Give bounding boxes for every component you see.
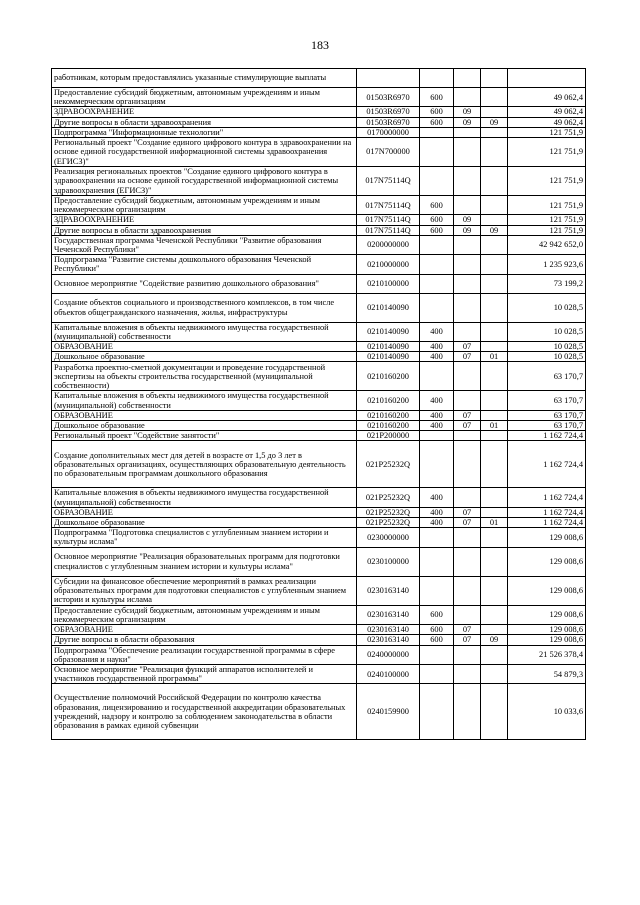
amount: 129 008,6 [508, 605, 586, 624]
section-code [454, 167, 481, 196]
target-article-code: 0230000000 [357, 528, 420, 547]
amount: 54 879,3 [508, 664, 586, 683]
expense-type-code [420, 684, 454, 740]
expense-type-code: 600 [420, 117, 454, 127]
target-article-code: 021P200000 [357, 431, 420, 441]
row-name: Капитальные вложения в объекты недвижимого имущества государственной (муниципальной) собственности [52, 488, 357, 507]
table-row [52, 107, 586, 117]
table-row [52, 431, 586, 441]
target-article-code: 0230163140 [357, 625, 420, 635]
section-code [454, 88, 481, 107]
subsection-code [481, 255, 508, 274]
row-name: Создание объектов социального и производственного комплексов, в том числе объектов общегражданского назначения, жилья, инфраструктуры [52, 293, 357, 322]
table-row [52, 421, 586, 431]
target-article-code: 01503R6970 [357, 107, 420, 117]
row-name: Подпрограмма "Обеспечение реализации государственной программы в сфере образования и науки" [52, 645, 357, 664]
table-row [52, 635, 586, 645]
row-name: Дошкольное образование [52, 352, 357, 362]
target-article-code: 0210100000 [357, 274, 420, 293]
section-code: 07 [454, 352, 481, 362]
table-row [52, 391, 586, 410]
expense-type-code [420, 138, 454, 167]
section-code: 07 [454, 342, 481, 352]
expense-type-code: 600 [420, 215, 454, 225]
expense-type-code: 400 [420, 421, 454, 431]
expense-type-code [420, 255, 454, 274]
subsection-code [481, 410, 508, 420]
subsection-code: 09 [481, 225, 508, 235]
amount: 1 235 923,6 [508, 255, 586, 274]
expense-type-code: 400 [420, 391, 454, 410]
target-article-code: 021P25232Q [357, 488, 420, 507]
target-article-code: 0210160200 [357, 410, 420, 420]
row-name: Капитальные вложения в объекты недвижимого имущества государственной (муниципальной) собственности [52, 391, 357, 410]
row-name: Дошкольное образование [52, 421, 357, 431]
table-row [52, 322, 586, 341]
amount: 1 162 724,4 [508, 507, 586, 517]
table-row [52, 225, 586, 235]
subsection-code [481, 684, 508, 740]
budget-table-body [52, 69, 586, 740]
row-name: работникам, которым предоставлялись указанные стимулирующие выплаты [52, 69, 357, 88]
subsection-code: 01 [481, 518, 508, 528]
expense-type-code: 400 [420, 507, 454, 517]
target-article-code: 0210160200 [357, 362, 420, 391]
subsection-code [481, 605, 508, 624]
section-code [454, 293, 481, 322]
section-code [454, 362, 481, 391]
section-code [454, 605, 481, 624]
table-row [52, 274, 586, 293]
row-name: Другие вопросы в области образования [52, 635, 357, 645]
target-article-code: 021P25232Q [357, 507, 420, 517]
table-row [52, 507, 586, 517]
subsection-code: 09 [481, 635, 508, 645]
row-name: Подпрограмма "Информационные технологии" [52, 127, 357, 137]
expense-type-code: 600 [420, 225, 454, 235]
subsection-code [481, 69, 508, 88]
table-row [52, 488, 586, 507]
subsection-code [481, 488, 508, 507]
amount: 63 170,7 [508, 362, 586, 391]
table-row [52, 352, 586, 362]
table-row [52, 625, 586, 635]
target-article-code: 0210140090 [357, 352, 420, 362]
target-article-code: 0240100000 [357, 664, 420, 683]
table-row [52, 215, 586, 225]
amount: 1 162 724,4 [508, 518, 586, 528]
section-code [454, 684, 481, 740]
section-code [454, 576, 481, 605]
subsection-code [481, 107, 508, 117]
expense-type-code [420, 69, 454, 88]
section-code [454, 664, 481, 683]
row-name: Дошкольное образование [52, 518, 357, 528]
amount: 73 199,2 [508, 274, 586, 293]
table-row [52, 605, 586, 624]
table-row [52, 684, 586, 740]
table-row [52, 362, 586, 391]
table-row [52, 138, 586, 167]
expense-type-code [420, 235, 454, 254]
target-article-code: 017N75114Q [357, 196, 420, 215]
expense-type-code: 600 [420, 107, 454, 117]
row-name: Реализация региональных проектов "Создание единого цифрового контура в здравоохранении на основе единой государственной информационной системы здравоохранения (ЕГИСЗ)" [52, 167, 357, 196]
target-article-code: 0240000000 [357, 645, 420, 664]
expense-type-code [420, 528, 454, 547]
section-code: 07 [454, 635, 481, 645]
section-code [454, 235, 481, 254]
subsection-code [481, 293, 508, 322]
expense-type-code: 400 [420, 322, 454, 341]
amount: 63 170,7 [508, 410, 586, 420]
amount: 121 751,9 [508, 196, 586, 215]
subsection-code [481, 431, 508, 441]
amount: 10 028,5 [508, 352, 586, 362]
section-code: 07 [454, 507, 481, 517]
section-code: 09 [454, 215, 481, 225]
amount [508, 69, 586, 88]
row-name: Предоставление субсидий бюджетным, автономным учреждениям и иным некоммерческим организациям [52, 88, 357, 107]
target-article-code: 017N75114Q [357, 167, 420, 196]
section-code [454, 528, 481, 547]
amount: 1 162 724,4 [508, 441, 586, 488]
amount: 10 028,5 [508, 322, 586, 341]
amount: 129 008,6 [508, 547, 586, 576]
section-code: 07 [454, 518, 481, 528]
target-article-code: 021P25232Q [357, 518, 420, 528]
amount: 63 170,7 [508, 421, 586, 431]
expense-type-code: 600 [420, 605, 454, 624]
subsection-code [481, 576, 508, 605]
expense-type-code: 600 [420, 88, 454, 107]
section-code [454, 69, 481, 88]
row-name: Создание дополнительных мест для детей в возрасте от 1,5 до 3 лет в образовательных организациях, осуществляющих образовательную деятельность по образовательным программам дошкольного образования [52, 441, 357, 488]
expense-type-code [420, 362, 454, 391]
table-row [52, 645, 586, 664]
target-article-code: 0230163140 [357, 635, 420, 645]
subsection-code [481, 441, 508, 488]
table-row [52, 117, 586, 127]
row-name: Другие вопросы в области здравоохранения [52, 117, 357, 127]
section-code [454, 488, 481, 507]
row-name: Подпрограмма "Развитие системы дошкольного образования Чеченской Республики" [52, 255, 357, 274]
table-row [52, 88, 586, 107]
expense-type-code: 400 [420, 488, 454, 507]
table-row [52, 293, 586, 322]
row-name: Другие вопросы в области здравоохранения [52, 225, 357, 235]
subsection-code [481, 645, 508, 664]
target-article-code: 0230163140 [357, 576, 420, 605]
target-article-code: 0230163140 [357, 605, 420, 624]
table-row [52, 547, 586, 576]
row-name: ОБРАЗОВАНИЕ [52, 342, 357, 352]
amount: 129 008,6 [508, 576, 586, 605]
amount: 1 162 724,4 [508, 431, 586, 441]
section-code: 09 [454, 225, 481, 235]
row-name: Основное мероприятие "Реализация функций аппаратов исполнителей и участников государственной программы" [52, 664, 357, 683]
row-name: ЗДРАВООХРАНЕНИЕ [52, 215, 357, 225]
expense-type-code [420, 441, 454, 488]
row-name: Основное мероприятие "Содействие развитию дошкольного образования" [52, 274, 357, 293]
subsection-code [481, 507, 508, 517]
table-row [52, 528, 586, 547]
amount: 129 008,6 [508, 528, 586, 547]
section-code: 07 [454, 625, 481, 635]
subsection-code [481, 88, 508, 107]
amount: 121 751,9 [508, 138, 586, 167]
row-name: ОБРАЗОВАНИЕ [52, 625, 357, 635]
table-row [52, 196, 586, 215]
row-name: Субсидии на финансовое обеспечение мероприятий в рамках реализации образовательных программ для подготовки специалистов с углубленным знанием истории и культуры ислама [52, 576, 357, 605]
section-code [454, 196, 481, 215]
expense-type-code [420, 664, 454, 683]
target-article-code: 0210160200 [357, 421, 420, 431]
expense-type-code: 400 [420, 352, 454, 362]
amount: 121 751,9 [508, 127, 586, 137]
table-row [52, 342, 586, 352]
amount: 10 028,5 [508, 342, 586, 352]
subsection-code [481, 274, 508, 293]
table-row [52, 69, 586, 88]
expense-type-code [420, 293, 454, 322]
section-code: 09 [454, 117, 481, 127]
subsection-code [481, 362, 508, 391]
section-code [454, 138, 481, 167]
section-code [454, 431, 481, 441]
amount: 10 028,5 [508, 293, 586, 322]
subsection-code [481, 664, 508, 683]
subsection-code: 09 [481, 117, 508, 127]
amount: 121 751,9 [508, 215, 586, 225]
amount: 121 751,9 [508, 167, 586, 196]
target-article-code: 0210140090 [357, 293, 420, 322]
target-article-code: 017N700000 [357, 138, 420, 167]
target-article-code: 0210140090 [357, 342, 420, 352]
amount: 63 170,7 [508, 391, 586, 410]
row-name: Предоставление субсидий бюджетным, автономным учреждениям и иным некоммерческим организациям [52, 196, 357, 215]
amount: 21 526 378,4 [508, 645, 586, 664]
section-code [454, 645, 481, 664]
row-name: ОБРАЗОВАНИЕ [52, 507, 357, 517]
target-article-code: 0230100000 [357, 547, 420, 576]
target-article-code: 021P25232Q [357, 441, 420, 488]
subsection-code [481, 235, 508, 254]
section-code [454, 274, 481, 293]
table-row [52, 576, 586, 605]
table-row [52, 235, 586, 254]
row-name: Региональный проект "Содействие занятости" [52, 431, 357, 441]
expense-type-code: 400 [420, 518, 454, 528]
table-row [52, 664, 586, 683]
amount: 121 751,9 [508, 225, 586, 235]
target-article-code: 017N75114Q [357, 225, 420, 235]
target-article-code [357, 69, 420, 88]
target-article-code: 017N75114Q [357, 215, 420, 225]
row-name: Разработка проектно-сметной документации и проведение государственной экспертизы на объекты строительства государственной (муниципальной собственности) [52, 362, 357, 391]
row-name: Региональный проект "Создание единого цифрового контура в здравоохранении на основе единой государственной информационной системы здравоохранения (ЕГИСЗ)" [52, 138, 357, 167]
target-article-code: 01503R6970 [357, 117, 420, 127]
row-name: Государственная программа Чеченской Республики "Развитие образования Чеченской Республики" [52, 235, 357, 254]
expense-type-code [420, 274, 454, 293]
amount: 49 062,4 [508, 117, 586, 127]
target-article-code: 0200000000 [357, 235, 420, 254]
expense-type-code [420, 431, 454, 441]
amount: 10 033,6 [508, 684, 586, 740]
row-name: Подпрограмма "Подготовка специалистов с углубленным знанием истории и культуры ислама" [52, 528, 357, 547]
amount: 42 942 652,0 [508, 235, 586, 254]
section-code: 09 [454, 107, 481, 117]
table-row [52, 127, 586, 137]
expense-type-code: 600 [420, 196, 454, 215]
expense-type-code: 600 [420, 625, 454, 635]
row-name: Основное мероприятие "Реализация образовательных программ для подготовки специалистов с углубленным знанием истории и культуры ислама" [52, 547, 357, 576]
subsection-code [481, 196, 508, 215]
row-name: Предоставление субсидий бюджетным, автономным учреждениям и иным некоммерческим организациям [52, 605, 357, 624]
expense-type-code [420, 547, 454, 576]
row-name: ОБРАЗОВАНИЕ [52, 410, 357, 420]
section-code [454, 391, 481, 410]
table-row [52, 410, 586, 420]
subsection-code [481, 342, 508, 352]
table-row [52, 255, 586, 274]
section-code: 07 [454, 410, 481, 420]
subsection-code [481, 625, 508, 635]
table-row [52, 167, 586, 196]
amount: 49 062,4 [508, 107, 586, 117]
subsection-code [481, 528, 508, 547]
target-article-code: 0210000000 [357, 255, 420, 274]
subsection-code [481, 127, 508, 137]
section-code [454, 322, 481, 341]
subsection-code [481, 167, 508, 196]
expense-type-code [420, 127, 454, 137]
section-code [454, 127, 481, 137]
subsection-code [481, 547, 508, 576]
expense-type-code [420, 576, 454, 605]
target-article-code: 0210160200 [357, 391, 420, 410]
expense-type-code [420, 645, 454, 664]
expense-type-code: 600 [420, 635, 454, 645]
row-name: ЗДРАВООХРАНЕНИЕ [52, 107, 357, 117]
amount: 129 008,6 [508, 625, 586, 635]
target-article-code: 0240159900 [357, 684, 420, 740]
page-number: 183 [311, 38, 329, 52]
table-row [52, 518, 586, 528]
row-name: Капитальные вложения в объекты недвижимого имущества государственной (муниципальной) собственности [52, 322, 357, 341]
section-code [454, 255, 481, 274]
subsection-code [481, 138, 508, 167]
subsection-code [481, 322, 508, 341]
row-name: Осуществление полномочий Российской Федерации по контролю качества образования, лицензированию и государственной аккредитации образовательных учреждений, надзору и контролю за соблюдением законодательства в области образования в рамках единой субвенции [52, 684, 357, 740]
expense-type-code: 400 [420, 342, 454, 352]
expense-type-code [420, 167, 454, 196]
amount: 129 008,6 [508, 635, 586, 645]
subsection-code: 01 [481, 421, 508, 431]
amount: 1 162 724,4 [508, 488, 586, 507]
amount: 49 062,4 [508, 88, 586, 107]
budget-table [51, 68, 586, 740]
subsection-code [481, 215, 508, 225]
target-article-code: 0210140090 [357, 322, 420, 341]
section-code: 07 [454, 421, 481, 431]
subsection-code [481, 391, 508, 410]
section-code [454, 441, 481, 488]
section-code [454, 547, 481, 576]
subsection-code: 01 [481, 352, 508, 362]
target-article-code: 01503R6970 [357, 88, 420, 107]
table-row [52, 441, 586, 488]
expense-type-code: 400 [420, 410, 454, 420]
target-article-code: 0170000000 [357, 127, 420, 137]
